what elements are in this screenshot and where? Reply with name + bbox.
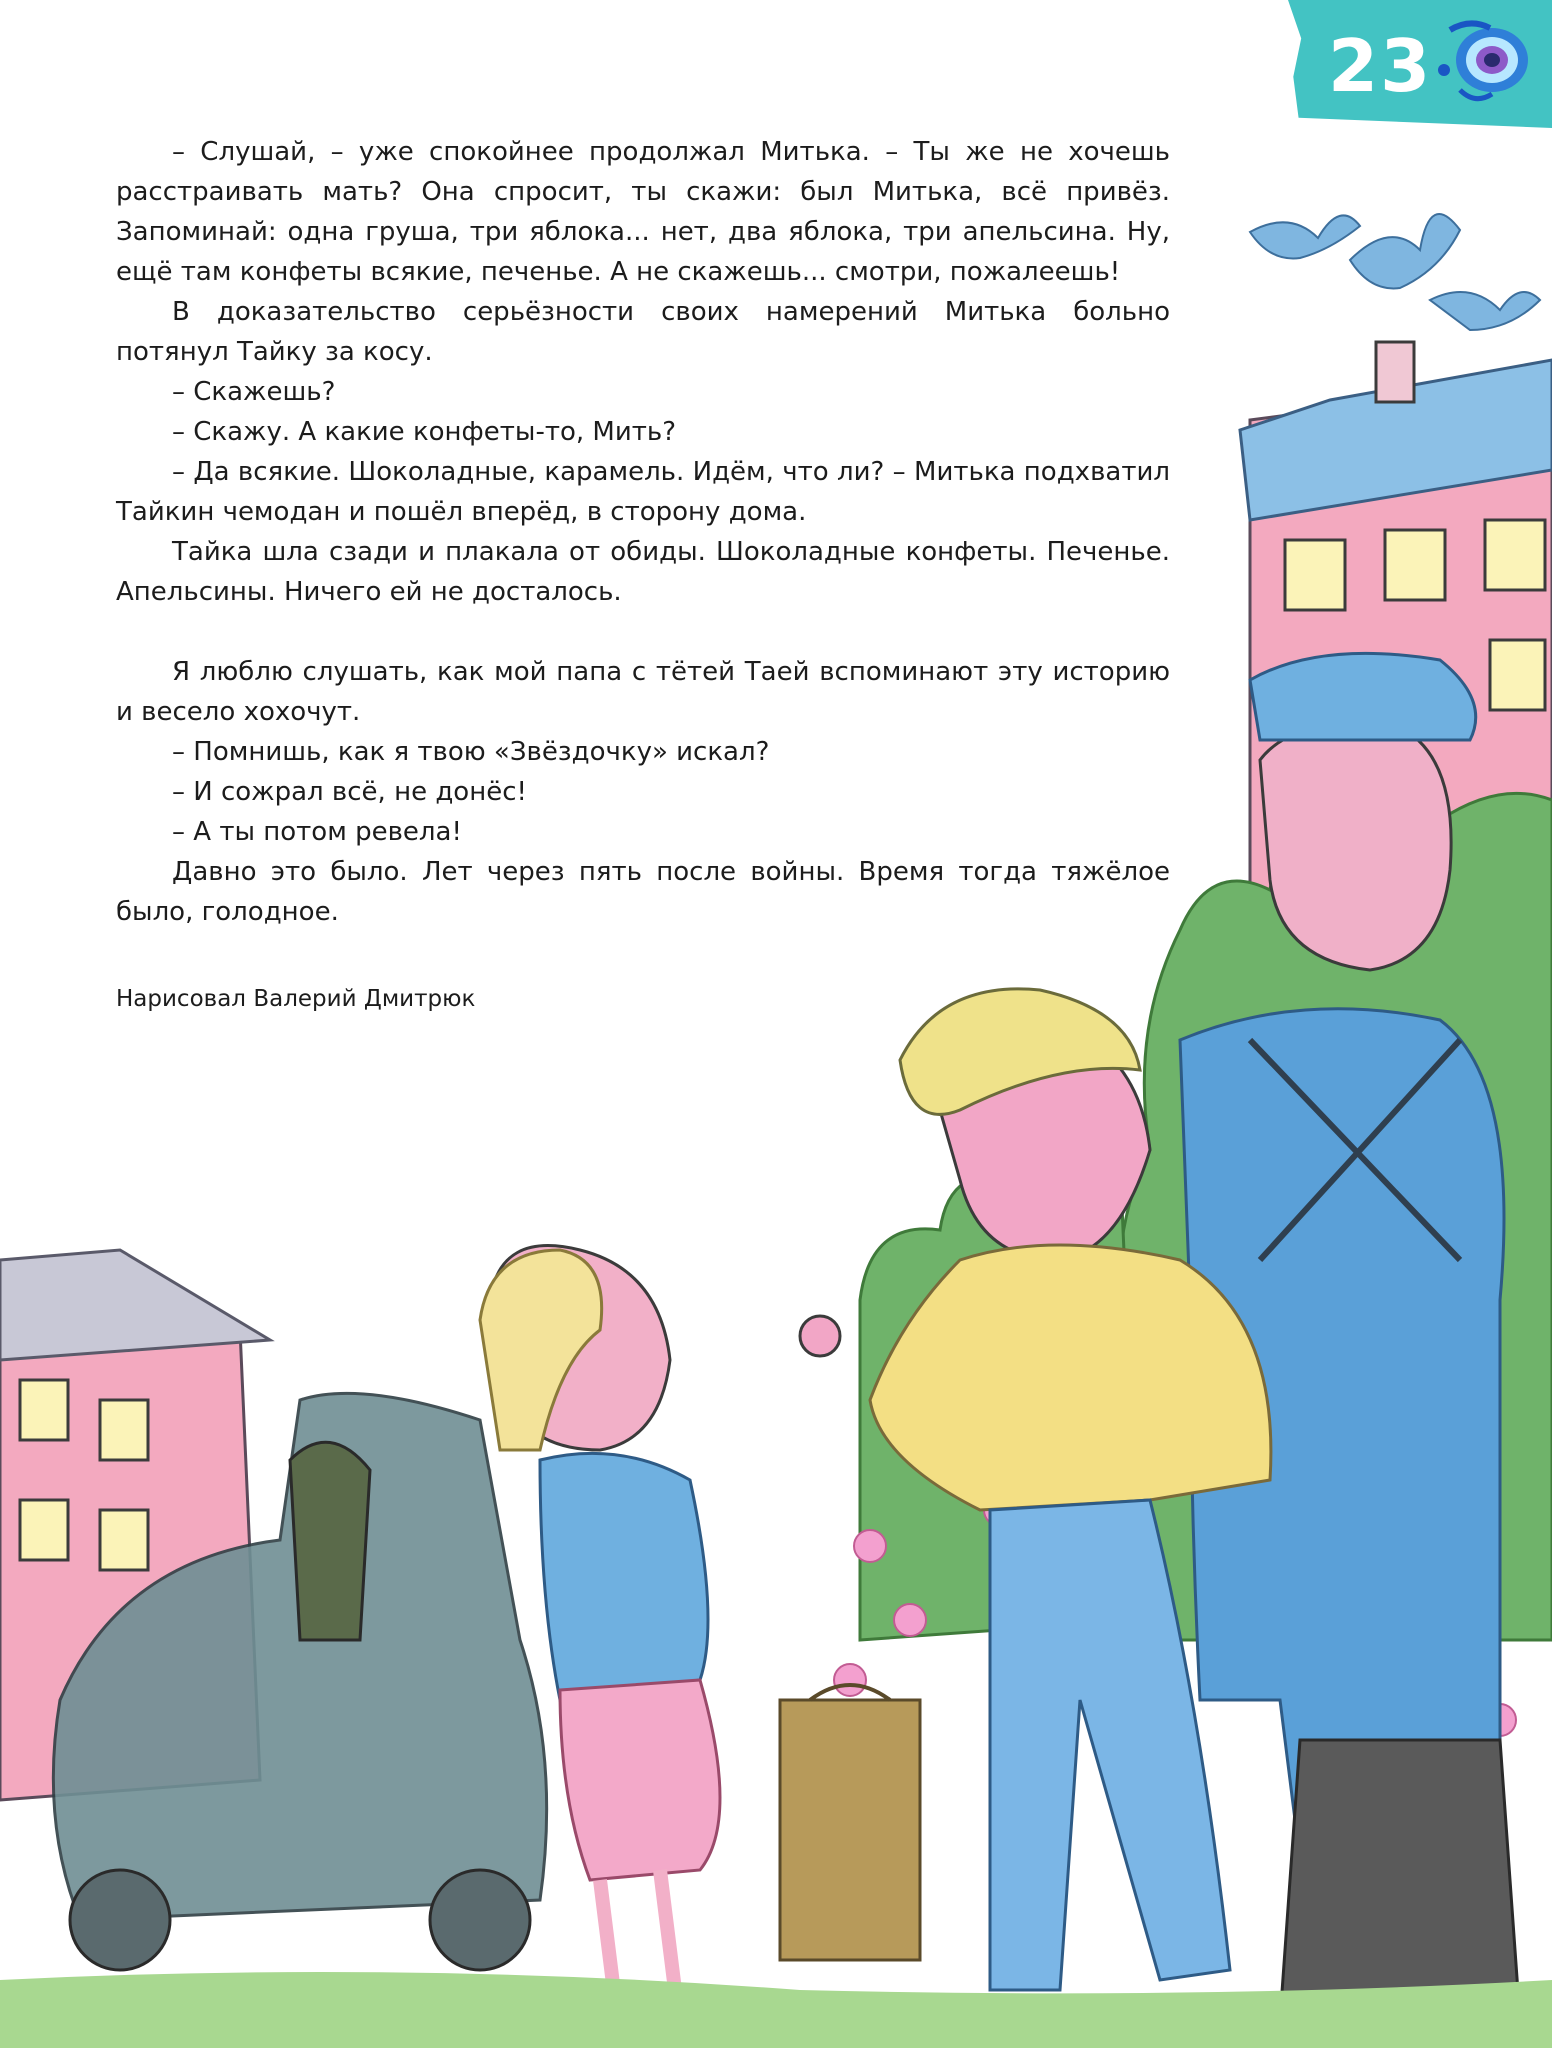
paragraph: – Да всякие. Шоколадные, карамель. Идём, что ли? – Митька подхватил Тайкин чемодан и пошёл вперёд, в сторону дома. [116, 457, 1170, 527]
illustrator-credit: Нарисовал Валерий Дмитрюк [116, 986, 476, 1012]
paragraph: – Слушай, – уже спокойнее продолжал Митька. – Ты же не хочешь расстраивать мать? Она спросит, ты скажи: был Митька, всё привёз. Запоминай: одна груша, три яблока... нет, два яблока, три апельсина. Ну, ещё там конфеты всякие, печенье. А не скажешь... смотри, пожалеешь! [116, 137, 1170, 287]
paragraph: – Скажешь? [172, 377, 336, 407]
birds-icon [1250, 214, 1540, 330]
page-number: 23 [1328, 24, 1433, 108]
paragraph: Тайка шла сзади и плакала от обиды. Шоколадные конфеты. Печенье. Апельсины. Ничего ей не досталось. [116, 537, 1170, 607]
paragraph: – А ты потом ревела! [172, 817, 462, 847]
paragraph: – Скажу. А какие конфеты-то, Мить? [172, 417, 677, 447]
paragraph: Я люблю слушать, как мой папа с тётей Таей вспоминают эту историю и весело хохочут. [116, 657, 1170, 727]
paragraph: В доказательство серьёзности своих намерений Митька больно потянул Тайку за косу. [116, 297, 1170, 367]
paragraph: – Помнишь, как я твою «Звёздочку» искал? [172, 737, 770, 767]
paragraph: Давно это было. Лет через пять после войны. Время тогда тяжёлое было, голодное. [116, 857, 1170, 927]
suitcase [780, 1685, 920, 1960]
paragraph: – И сожрал всё, не донёс! [172, 777, 527, 807]
